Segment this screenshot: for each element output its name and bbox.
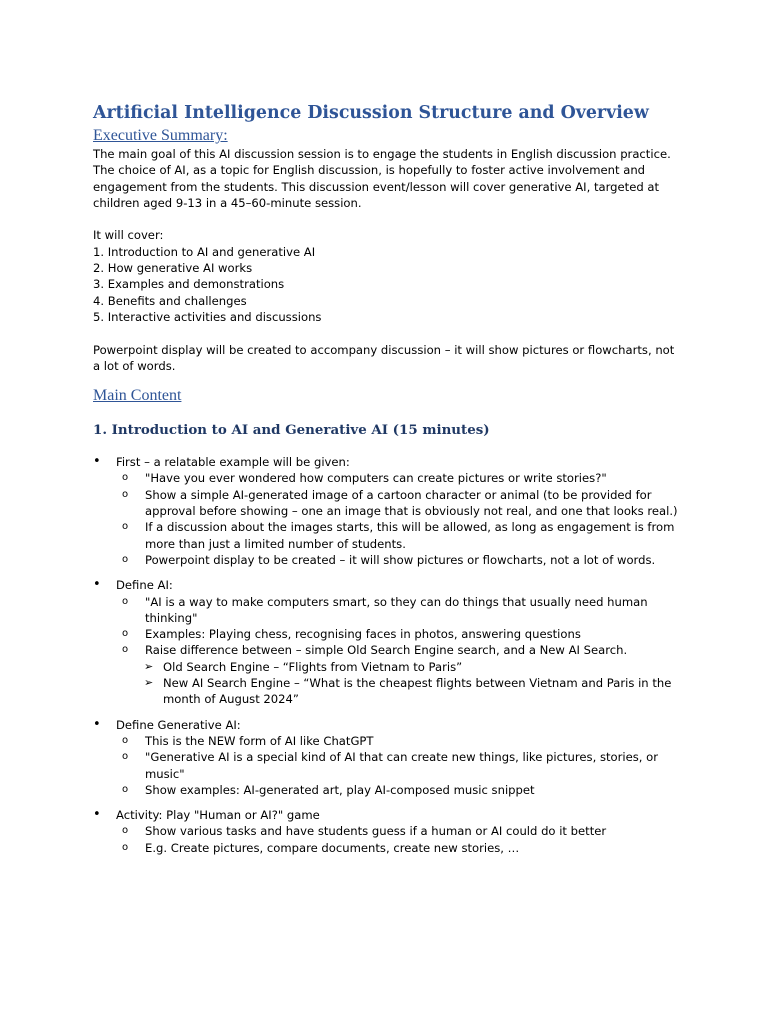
sub-item-line: This is the NEW form of AI like ChatGPT <box>145 733 374 748</box>
summary-line: The main goal of this AI discussion session is to engage the students in English discussion practice. <box>93 147 671 161</box>
list-item <box>93 717 693 798</box>
bullet-text: Define Generative AI: <box>116 717 241 732</box>
sub-item-line: thinking" <box>145 610 198 625</box>
summary-line: The choice of AI, as a topic for English discussion, is hopefully to foster active involvement and <box>93 163 646 178</box>
executive-summary-heading[interactable]: Executive Summary: <box>93 127 228 144</box>
cover-list <box>93 244 693 325</box>
arrow-item-line: New AI Search Engine – “What is the cheapest flights between Vietnam and Paris in the <box>163 676 672 691</box>
section-1-bullets <box>93 454 693 856</box>
cover-item: 5. Interactive activities and discussions <box>93 309 322 324</box>
sub-item-line: "AI is a way to make computers smart, so they can do things that usually need human <box>145 594 648 609</box>
sub-list-item <box>116 642 693 707</box>
circle-bullet-icon: o <box>122 472 129 484</box>
document-title: Artificial Intelligence Discussion Structure and Overview <box>93 103 649 123</box>
bullet-text: Activity: Play "Human or AI?" game <box>116 808 320 823</box>
circle-bullet-icon: o <box>122 521 129 533</box>
sub-list-item <box>116 487 693 520</box>
arrow-bullet-icon: ➢ <box>144 659 154 673</box>
circle-bullet-icon: o <box>122 825 129 837</box>
arrow-list-item <box>145 675 693 708</box>
list-item <box>93 454 693 568</box>
sub-item-line: If a discussion about the images starts, this will be allowed, as long as engagement is from <box>145 520 675 535</box>
summary-line: children aged 9-13 in a 45–60-minute session. <box>93 195 362 210</box>
list-item <box>93 577 693 707</box>
circle-bullet-icon: o <box>122 783 129 795</box>
bullet-icon: • <box>93 807 101 823</box>
sub-item-line: Show examples: AI-generated art, play AI-composed music snippet <box>145 782 535 797</box>
sub-list-item <box>116 626 693 642</box>
sub-list-item <box>116 782 693 798</box>
circle-bullet-icon: o <box>122 595 129 607</box>
arrow-item-line: Old Search Engine – “Flights from Vietnam to Paris” <box>163 659 463 674</box>
main-content-heading[interactable]: Main Content <box>93 387 182 405</box>
list-item <box>93 807 693 856</box>
sub-list <box>116 733 693 798</box>
circle-bullet-icon: o <box>122 841 129 853</box>
arrow-list <box>145 659 693 708</box>
cover-intro: It will cover: <box>93 228 164 243</box>
cover-item: 1. Introduction to AI and generative AI <box>93 244 316 259</box>
arrow-item-line: month of August 2024” <box>163 692 299 707</box>
sub-list <box>116 594 693 708</box>
sub-list-item <box>116 470 693 486</box>
circle-bullet-icon: o <box>122 644 129 656</box>
bullet-text: Define AI: <box>116 578 173 593</box>
summary-line: engagement from the students. This discussion event/lesson will cover generative AI, targeted at <box>93 179 660 194</box>
sub-list-item <box>116 840 693 856</box>
section-1-heading: 1. Introduction to AI and Generative AI (15 minutes) <box>93 422 490 439</box>
sub-item-line: Examples: Playing chess, recognising faces in photos, answering questions <box>145 627 581 642</box>
sub-item-line: Show a simple AI-generated image of a cartoon character or animal (to be provided for <box>145 487 652 502</box>
powerpoint-note-line: Powerpoint display will be created to accompany discussion – it will show pictures or flowcharts, not <box>93 342 675 357</box>
sub-item-line: approval before showing – one an image that is obviously not real, and one that looks real.) <box>145 504 678 519</box>
bullet-icon: • <box>93 454 101 470</box>
sub-item-line: Raise difference between – simple Old Search Engine search, and a New AI Search. <box>145 643 628 658</box>
circle-bullet-icon: o <box>122 628 129 640</box>
powerpoint-note-line: a lot of words. <box>93 358 176 373</box>
sub-list <box>116 823 693 856</box>
sub-item-line: E.g. Create pictures, compare documents, create new stories, … <box>145 840 520 855</box>
sub-item-line: Show various tasks and have students guess if a human or AI could do it better <box>145 824 607 839</box>
arrow-bullet-icon: ➢ <box>144 676 154 690</box>
sub-item-line: music" <box>145 766 185 781</box>
arrow-list-item <box>145 659 693 675</box>
sub-list <box>116 470 693 568</box>
cover-item: 2. How generative AI works <box>93 261 253 276</box>
circle-bullet-icon: o <box>122 488 129 500</box>
cover-item: 4. Benefits and challenges <box>93 293 247 308</box>
sub-item-line: "Have you ever wondered how computers can create pictures or write stories?" <box>145 471 607 486</box>
bullet-icon: • <box>93 716 101 732</box>
sub-item-line: "Generative AI is a special kind of AI that can create new things, like pictures, stories, or <box>145 750 659 765</box>
cover-item: 3. Examples and demonstrations <box>93 277 285 292</box>
circle-bullet-icon: o <box>122 553 129 565</box>
circle-bullet-icon: o <box>122 734 129 746</box>
sub-item-line: more than just a limited number of students. <box>145 536 406 551</box>
circle-bullet-icon: o <box>122 751 129 763</box>
executive-summary-paragraph <box>93 146 693 211</box>
sub-list-item <box>116 552 693 568</box>
sub-list-item <box>116 594 693 627</box>
bullet-text: First – a relatable example will be given: <box>116 455 350 470</box>
sub-list-item <box>116 519 693 552</box>
sub-list-item <box>116 749 693 782</box>
sub-list-item <box>116 823 693 839</box>
document-page <box>93 100 693 856</box>
sub-item-line: Powerpoint display to be created – it will show pictures or flowcharts, not a lot of words. <box>145 552 656 567</box>
sub-list-item <box>116 733 693 749</box>
bullet-icon: • <box>93 577 101 593</box>
